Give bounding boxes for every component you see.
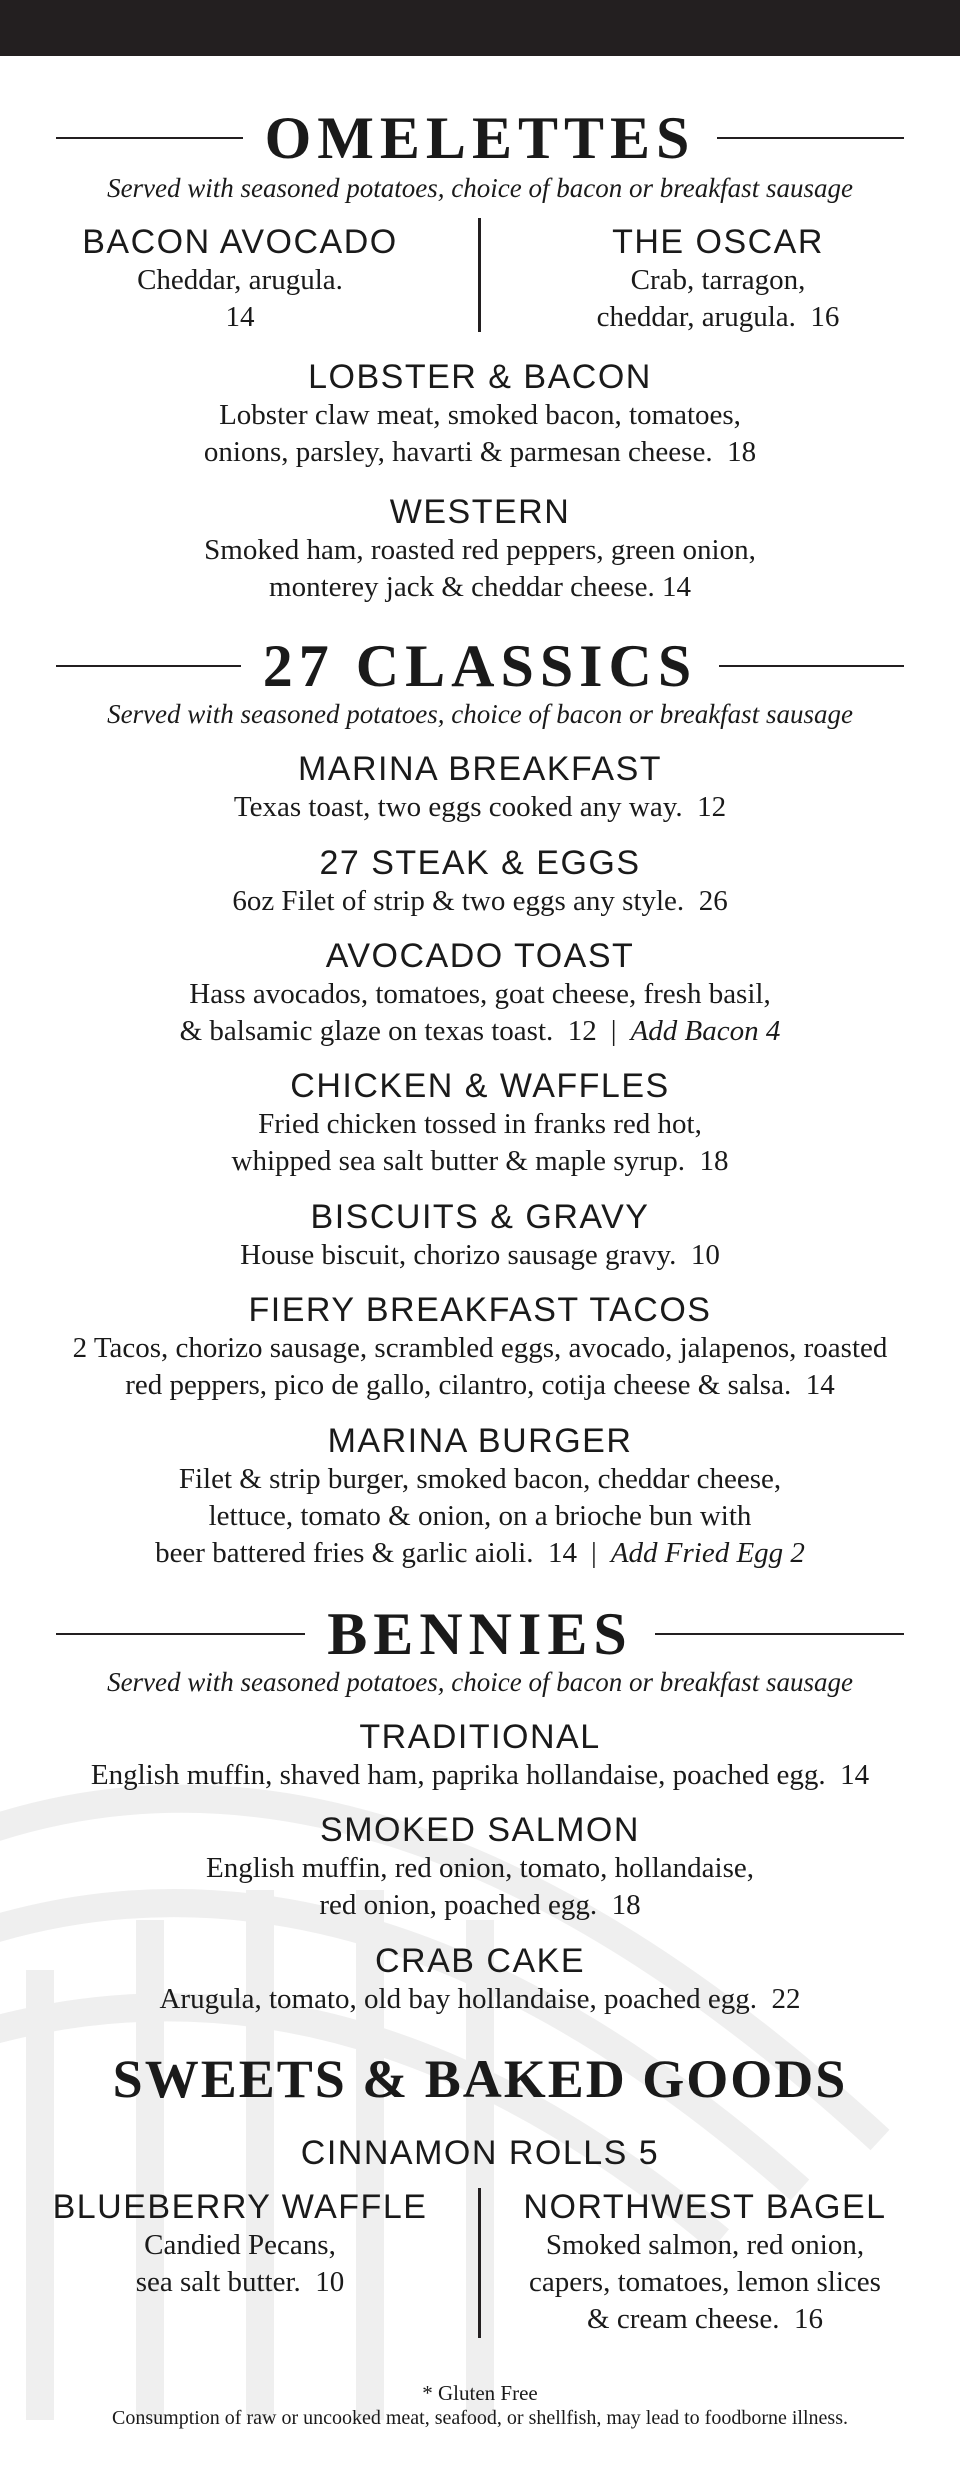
- item-desc-text: cheddar, arugula.: [596, 301, 796, 333]
- item-price: 14: [805, 1369, 835, 1401]
- item-desc-line: [40, 789, 920, 826]
- item-name: LOBSTER & BACON: [308, 358, 652, 396]
- item-price: 10: [690, 1239, 720, 1271]
- item-price: 16: [810, 301, 840, 333]
- item-desc-text: Arugula, tomato, old bay hollandaise, poached egg.: [159, 1983, 758, 2015]
- classics-heading: 27 CLASSICS: [262, 633, 698, 699]
- menu-item-fiery-breakfast-tacos: [40, 1290, 920, 1404]
- item-name: NORTHWEST BAGEL: [523, 2188, 887, 2226]
- heading-rule-right: [655, 1633, 904, 1635]
- item-desc-line-2: [40, 1013, 920, 1050]
- menu-item-biscuits-gravy: [40, 1197, 920, 1274]
- item-desc-line-2: [40, 2264, 440, 2301]
- menu-item-avocado-toast: [40, 936, 920, 1050]
- item-name: FIERY BREAKFAST TACOS: [248, 1291, 712, 1329]
- item-desc-line-3: [40, 1535, 920, 1572]
- item-desc: Lobster claw meat, smoked bacon, tomatoes,: [219, 399, 741, 431]
- item-price: 22: [771, 1983, 801, 2015]
- gluten-free-note: * Gluten Free: [422, 2381, 538, 2405]
- item-price: 26: [698, 885, 728, 917]
- item-price: 12: [567, 1015, 597, 1047]
- bennies-heading-row: [56, 1601, 904, 1667]
- item-price: 14: [840, 1759, 870, 1791]
- item-desc-line-2: [40, 1143, 920, 1180]
- item-name: CINNAMON ROLLS: [300, 2134, 628, 2172]
- heading-rule-left: [56, 137, 243, 139]
- item-name: MARINA BREAKFAST: [297, 750, 663, 788]
- item-name: BLUEBERRY WAFFLE: [52, 2188, 428, 2226]
- menu-item-chicken-waffles: [40, 1066, 920, 1180]
- omelettes-heading-row: [56, 105, 904, 171]
- item-desc-line: [40, 1237, 920, 1274]
- item-desc-text: & balsamic glaze on texas toast.: [179, 1015, 554, 1047]
- classics-heading-row: [56, 633, 904, 699]
- menu-item-marina-burger: [40, 1421, 920, 1572]
- item-name: BACON AVOCADO: [82, 223, 398, 261]
- item-desc: 2 Tacos, chorizo sausage, scrambled eggs, avocado, jalapenos, roasted: [72, 1332, 888, 1364]
- item-desc-text: sea salt butter.: [135, 2266, 301, 2298]
- menu-item-marina-breakfast: [40, 749, 920, 826]
- item-desc-text: & cream cheese.: [587, 2303, 780, 2335]
- item-desc-text: beer battered fries & garlic aioli.: [155, 1537, 534, 1569]
- heading-rule-left: [56, 1633, 305, 1635]
- item-addon: Add Bacon 4: [630, 1015, 781, 1047]
- item-desc: Candied Pecans,: [144, 2229, 336, 2261]
- bennies-heading: BENNIES: [327, 1601, 633, 1667]
- item-desc-line-2: [518, 299, 918, 336]
- item-desc: Smoked salmon, red onion,: [545, 2229, 865, 2261]
- item-price: 12: [697, 791, 727, 823]
- item-price: 18: [699, 1145, 729, 1177]
- omelettes-heading: OMELETTES: [264, 105, 696, 171]
- item-addon: Add Fried Egg 2: [610, 1537, 805, 1569]
- item-desc-text: House biscuit, chorizo sausage gravy.: [240, 1239, 677, 1271]
- menu-item-the-oscar: [518, 222, 918, 336]
- item-desc-text: English muffin, shaved ham, paprika hollandaise, poached egg.: [90, 1759, 826, 1791]
- item-price: 10: [315, 2266, 345, 2298]
- item-desc-text: 6oz Filet of strip & two eggs any style.: [232, 885, 685, 917]
- separator: |: [610, 1015, 617, 1047]
- item-name: WESTERN: [389, 493, 571, 531]
- item-price: 5: [638, 2134, 660, 2172]
- item-desc-line-2: [40, 1887, 920, 1924]
- heading-rule-right: [717, 137, 904, 139]
- heading-rule-right: [719, 665, 904, 667]
- menu-item-lobster-bacon: [40, 357, 920, 471]
- classics-subtitle: Served with seasoned potatoes, choice of bacon or breakfast sausage: [107, 699, 853, 729]
- menu-item-steak-eggs: [40, 843, 920, 920]
- item-desc-line-2: [40, 1367, 920, 1404]
- item-desc-line: [40, 883, 920, 920]
- item-desc: Hass avocados, tomatoes, goat cheese, fresh basil,: [189, 978, 771, 1010]
- item-desc-line-3: [490, 2301, 920, 2338]
- item-desc-line-2: lettuce, tomato & onion, on a brioche bun with: [208, 1500, 752, 1532]
- item-desc: Cheddar, arugula.: [137, 264, 343, 296]
- item-desc-line: [40, 1757, 920, 1794]
- foodborne-illness-disclaimer: Consumption of raw or uncooked meat, seafood, or shellfish, may lead to foodborne illness.: [112, 2407, 848, 2429]
- menu-item-traditional: [40, 1717, 920, 1794]
- item-name: MARINA BURGER: [327, 1422, 633, 1460]
- item-desc-text: onions, parsley, havarti & parmesan cheese.: [203, 436, 713, 468]
- item-price: 18: [727, 436, 757, 468]
- item-desc: English muffin, red onion, tomato, hollandaise,: [206, 1852, 754, 1884]
- item-desc: Crab, tarragon,: [630, 264, 806, 296]
- item-price: 14: [661, 571, 691, 603]
- menu-item-cinnamon-rolls: [40, 2133, 920, 2173]
- item-desc-line-2: [40, 569, 920, 606]
- item-desc: Fried chicken tossed in franks red hot,: [258, 1108, 702, 1140]
- item-desc: Smoked ham, roasted red peppers, green onion,: [204, 534, 756, 566]
- item-desc-text: whipped sea salt butter & maple syrup.: [231, 1145, 685, 1177]
- item-desc-text: monterey jack & cheddar cheese.: [269, 571, 655, 603]
- item-name: AVOCADO TOAST: [325, 937, 635, 975]
- heading-rule-left: [56, 665, 241, 667]
- item-desc-line: [40, 1981, 920, 2018]
- item-name: CHICKEN & WAFFLES: [290, 1067, 670, 1105]
- separator: |: [591, 1537, 597, 1569]
- item-desc-text: red peppers, pico de gallo, cilantro, cotija cheese & salsa.: [125, 1369, 792, 1401]
- item-desc-text: red onion, poached egg.: [319, 1889, 598, 1921]
- menu-item-crab-cake: [40, 1941, 920, 2018]
- item-price: 18: [611, 1889, 641, 1921]
- sweets-heading: SWEETS & BAKED GOODS: [112, 2049, 848, 2109]
- item-desc: Filet & strip burger, smoked bacon, cheddar cheese,: [178, 1463, 782, 1495]
- bennies-subtitle: Served with seasoned potatoes, choice of bacon or breakfast sausage: [107, 1667, 853, 1697]
- menu-item-blueberry-waffle: [40, 2187, 440, 2301]
- column-divider: [478, 218, 481, 332]
- item-desc-text: Texas toast, two eggs cooked any way.: [233, 791, 683, 823]
- item-price: 16: [793, 2303, 823, 2335]
- item-name: SMOKED SALMON: [320, 1811, 640, 1849]
- item-name: THE OSCAR: [612, 223, 824, 261]
- column-divider: [478, 2188, 481, 2338]
- item-desc-line-2: [40, 434, 920, 471]
- item-name: CRAB CAKE: [375, 1942, 585, 1980]
- menu-item-bacon-avocado: [40, 222, 440, 336]
- item-name: 27 STEAK & EGGS: [319, 844, 641, 882]
- item-name: TRADITIONAL: [359, 1718, 601, 1756]
- item-desc-line-2: capers, tomatoes, lemon slices: [529, 2266, 881, 2298]
- menu-item-smoked-salmon: [40, 1810, 920, 1924]
- menu-item-western: [40, 492, 920, 606]
- menu-item-northwest-bagel: [490, 2187, 920, 2338]
- item-price: 14: [225, 301, 255, 333]
- item-name: BISCUITS & GRAVY: [310, 1198, 650, 1236]
- item-price: 14: [548, 1537, 577, 1569]
- omelettes-subtitle: Served with seasoned potatoes, choice of bacon or breakfast sausage: [107, 173, 853, 203]
